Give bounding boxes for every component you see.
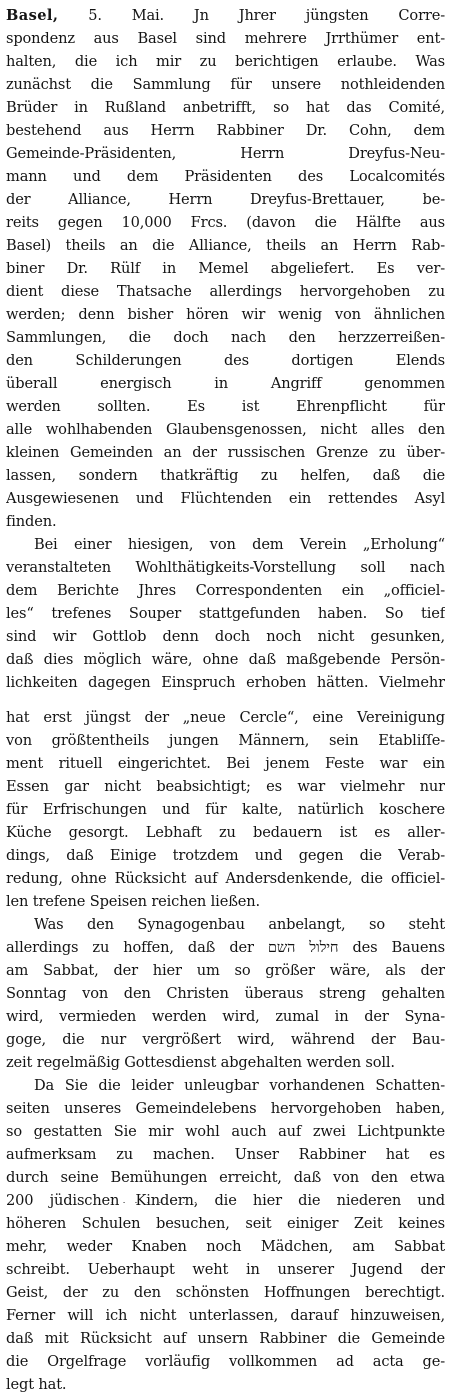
text-line: werden sollten. Es ist Ehrenpflicht für xyxy=(6,398,445,415)
text-line: zeit regelmäßig Gottesdienst abgehalten werden soll. xyxy=(6,1054,395,1071)
text-line: höheren Schulen besuchen, seit einiger Zeit keines xyxy=(6,1215,445,1232)
text-line: allerdings zu hoffen, daß der חילול השם des Bauens xyxy=(6,939,445,956)
text-line: Geist, der zu den schönsten Hoffnungen berechtigt. xyxy=(6,1284,445,1301)
text-line: legt hat. xyxy=(6,1376,67,1393)
text-line: der Alliance, Herrn Dreyfus-Brettauer, be- xyxy=(6,191,445,208)
text-line: Ferner will ich nicht unterlassen, darauf hinzuweisen, xyxy=(6,1307,445,1324)
paragraph-start-line: Da Sie die leider unleugbar vorhandenen Schatten- xyxy=(34,1077,445,1094)
text-line: Sonntag von den Christen überaus streng gehalten xyxy=(6,985,445,1002)
text-line: len trefene Speisen reichen ließen. xyxy=(6,893,261,910)
line-text: Jn Jhrer jüngsten Corre- xyxy=(193,7,445,24)
text-line: von größtentheils jungen Männern, sein Etabliſſe- xyxy=(6,732,445,749)
text-line: den Schilderungen des dortigen Elends xyxy=(6,352,445,369)
text-line: veranstalteten Wohlthätigkeits-Vorstellung soll nach xyxy=(6,559,445,576)
text-line: finden. xyxy=(6,513,57,530)
text-line: seiten unseres Gemeindelebens hervorgehoben haben, xyxy=(6,1100,445,1117)
text-line: Essen gar nicht beabsichtigt; es war vielmehr nur xyxy=(6,778,445,795)
text-line: Sammlungen, die doch nach den herzzerreißen- xyxy=(6,329,445,346)
text-line: durch seine Bemühungen erreicht, daß von den etwa xyxy=(6,1169,445,1186)
text-line: wird, vermieden werden wird, zumal in der Syna- xyxy=(6,1008,445,1025)
text-line: dem Berichte Jhres Correspondenten ein „officiel- xyxy=(6,582,445,599)
text-line: bestehend aus Herrn Rabbiner Dr. Cohn, dem xyxy=(6,122,445,139)
place-heading: Basel, xyxy=(6,7,59,24)
text-line: lassen, sondern thatkräftig zu helfen, daß die xyxy=(6,467,445,484)
text-line: mehr, weder Knaben noch Mädchen, am Sabbat xyxy=(6,1238,445,1255)
article-date: 5. Mai. xyxy=(88,7,165,24)
text-line: spondenz aus Basel sind mehrere Jrrthümer ent- xyxy=(6,30,445,47)
text-line: Küche gesorgt. Lebhaft zu bedauern ist es aller- xyxy=(6,824,445,841)
text-line: dings, daß Einige trotzdem und gegen die Verab- xyxy=(6,847,445,864)
paragraph-start-line: Bei einer hiesigen, von dem Verein „Erholung“ xyxy=(34,536,445,553)
text-line: alle wohlhabenden Glaubensgenossen, nicht alles den xyxy=(6,421,445,438)
text-line: aufmerksam zu machen. Unser Rabbiner hat es xyxy=(6,1146,445,1163)
text-line: am Sabbat, der hier um so größer wäre, als der xyxy=(6,962,445,979)
text-line: reits gegen 10,000 Frcs. (davon die Hälfte aus xyxy=(6,214,445,231)
text-line: überall energisch in Angriff genommen xyxy=(6,375,445,392)
text-line: daß mit Rücksicht auf unsern Rabbiner die Gemeinde xyxy=(6,1330,445,1347)
text-line: goge, die nur vergrößert wird, während der Bau- xyxy=(6,1031,445,1048)
text-line xyxy=(6,4,445,27)
paragraph-start-line: Was den Synagogenbau anbelangt, so steht xyxy=(34,916,445,933)
text-line: dient diese Thatsache allerdings hervorgehoben zu xyxy=(6,283,445,300)
article-column xyxy=(6,4,445,1396)
text-line: ment rituell eingerichtet. Bei jenem Feste war ein xyxy=(6,755,445,772)
text-line: sind wir Gottlob denn doch noch nicht gesunken, xyxy=(6,628,445,645)
text-line: lichkeiten dagegen Einspruch erhoben hätten. Vielmehr xyxy=(6,674,445,691)
text-line: Gemeinde-Präsidenten, Herrn Dreyfus-Neu- xyxy=(6,145,445,162)
text-line: Brüder in Rußland anbetrifft, so hat das Comité, xyxy=(6,99,445,116)
text-line: schreibt. Ueberhaupt weht in unserer Jugend der xyxy=(6,1261,445,1278)
text-line: Basel) theils an die Alliance, theils an Herrn Rab- xyxy=(6,237,445,254)
cut-off-next-line xyxy=(110,1193,340,1203)
text-line: biner Dr. Rülf in Memel abgeliefert. Es ver- xyxy=(6,260,445,277)
text-line: für Erfrischungen und für kalte, natürlich koschere xyxy=(6,801,445,818)
text-line: die Orgelfrage vorläufig vollkommen ad acta ge- xyxy=(6,1353,445,1370)
text-line: halten, die ich mir zu berichtigen erlaube. Was xyxy=(6,53,445,70)
text-line: kleinen Gemeinden an der russischen Grenze zu über- xyxy=(6,444,445,461)
text-line: les“ trefenes Souper stattgefunden haben. So tief xyxy=(6,605,445,622)
text-line: Ausgewiesenen und Flüchtenden ein rettendes Asyl xyxy=(6,490,445,507)
text-line: werden; denn bisher hören wir wenig von ähnlichen xyxy=(6,306,445,323)
text-line: zunächst die Sammlung für unsere nothleidenden xyxy=(6,76,445,93)
text-line: mann und dem Präsidenten des Localcomités xyxy=(6,168,445,185)
text-line: 200 jüdischen Kindern, die hier die niederen und xyxy=(6,1192,445,1209)
text-line: daß dies möglich wäre, ohne daß maßgebende Persön- xyxy=(6,651,445,668)
text-line: so gestatten Sie mir wohl auch auf zwei Lichtpunkte xyxy=(6,1123,445,1140)
text-line: redung, ohne Rücksicht auf Andersdenkende, die officiel- xyxy=(6,870,445,887)
text-line: hat erst jüngst der „neue Cercle“, eine Vereinigung xyxy=(6,709,445,726)
